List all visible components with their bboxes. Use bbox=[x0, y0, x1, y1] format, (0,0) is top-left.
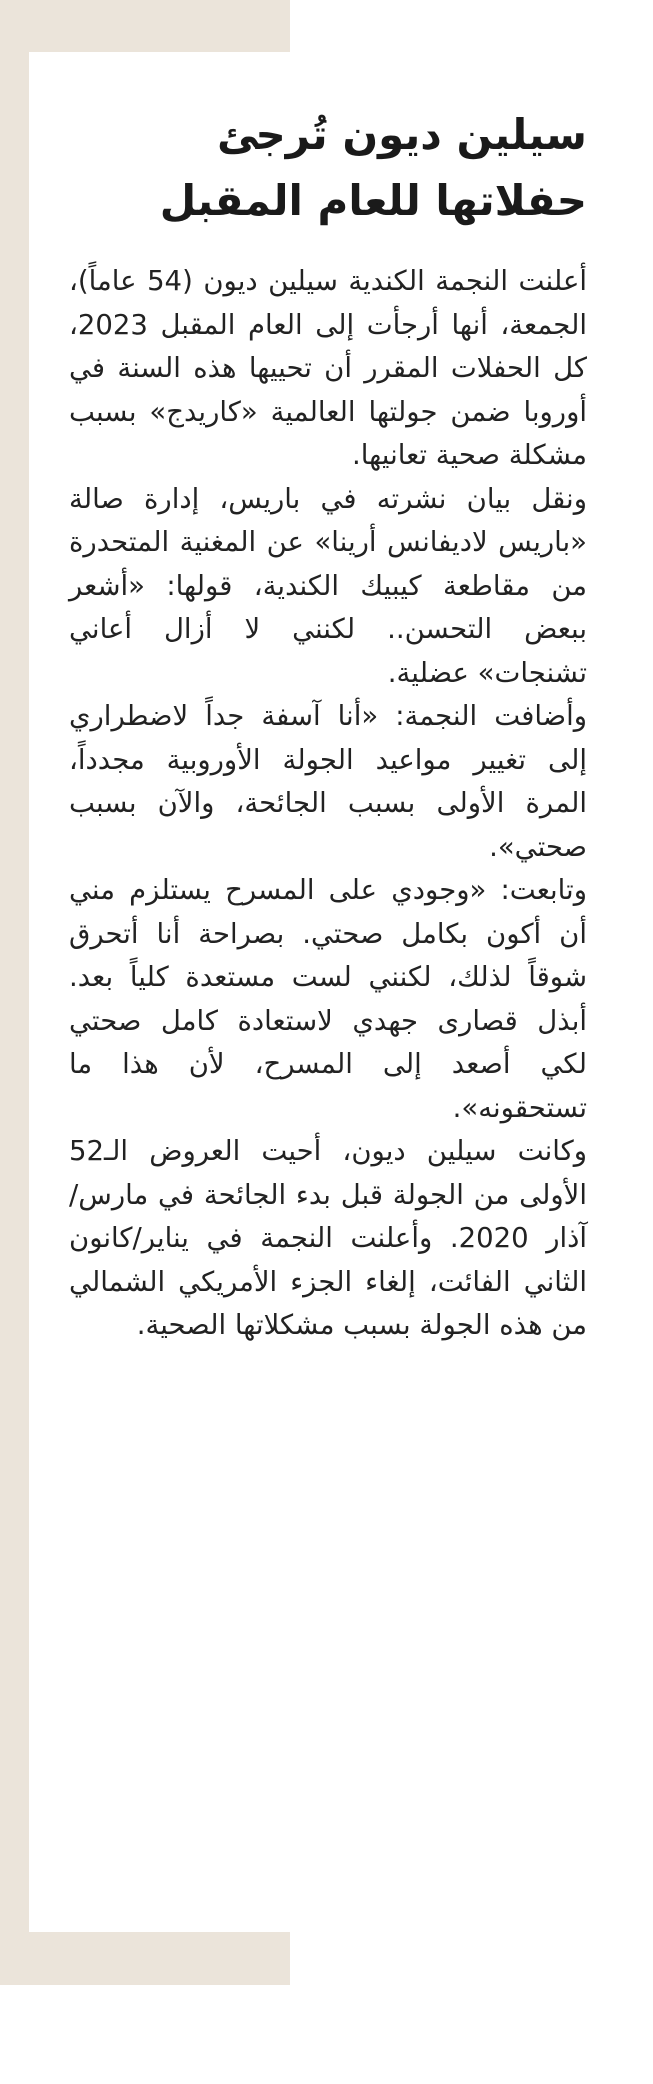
news-article bbox=[29, 52, 653, 1932]
headline-line-1: سيلين ديون تُرجئ bbox=[217, 110, 587, 159]
paragraph-1: أعلنت النجمة الكندية سيلين ديون (54 عاماً)، الجمعة، أنها أرجأت إلى العام المقبل 2023، كل الحفلات المقرر أن تحييها هذه السنة في أوروبا ضمن جولتها العالمية «كاريدج» بسبب مشكلة صحية تعانيها. bbox=[69, 265, 588, 471]
paragraph-5: وكانت سيلين ديون، أحيت العروض الـ52 الأولى من الجولة قبل بدء الجائحة في مارس/آذار 2020. وأعلنت النجمة في يناير/كانون الثاني الفائت، إلغاء الجزء الأمريكي الشمالي من هذه الجولة بسبب مشكلاتها الصحية. bbox=[69, 1135, 587, 1341]
paragraph-3: وأضافت النجمة: «أنا آسفة جداً لاضطراري إلى تغيير مواعيد الجولة الأوروبية مجدداً، المرة الأولى بسبب الجائحة، والآن بسبب صحتي». bbox=[69, 700, 587, 863]
headline bbox=[69, 102, 587, 234]
paragraph-2: ونقل بيان نشرته في باريس، إدارة صالة «باريس لاديفانس أرينا» عن المغنية المتحدرة من مقاطعة كيبيك الكندية، قولها: «أشعر ببعض التحسن.. لكنني لا أزال أعاني تشنجات» عضلية. bbox=[69, 482, 587, 689]
headline-line-2: حفلاتها للعام المقبل bbox=[159, 176, 587, 225]
paragraph-4: وتابعت: «وجودي على المسرح يستلزم مني أن أكون بكامل صحتي. بصراحة أنا أتحرق شوقاً لذلك، لكنني لست مستعدة كلياً بعد. أبذل قصارى جهدي لاستعادة كامل صحتي لكي أصعد إلى المسرح، لأن هذا ما تستحقونه». bbox=[69, 874, 587, 1124]
article-body bbox=[69, 260, 587, 1348]
